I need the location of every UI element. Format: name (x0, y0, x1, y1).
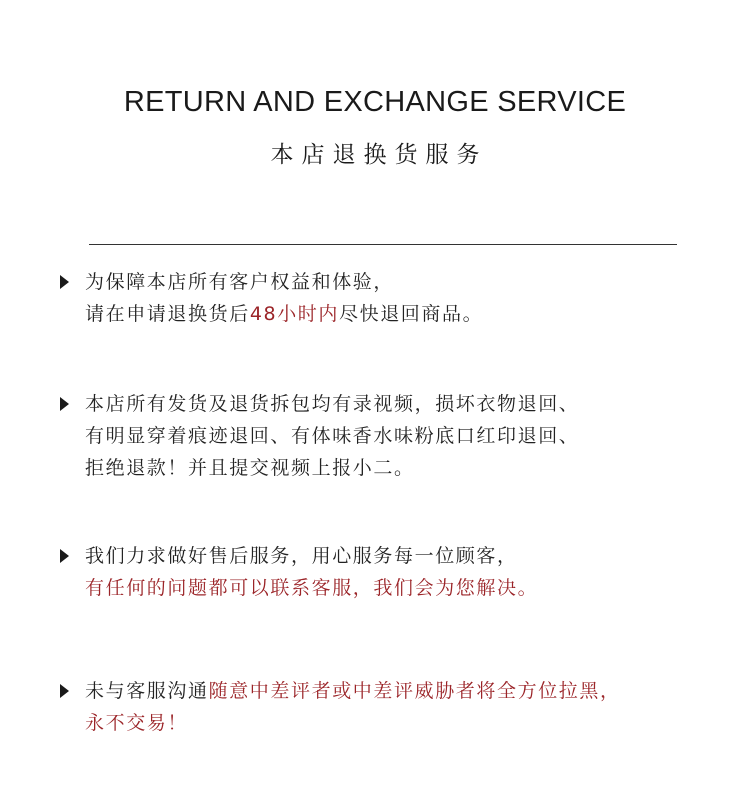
notice-line: 我们力求做好售后服务，用心服务每一位顾客， (85, 545, 518, 567)
triangle-right-icon (60, 684, 69, 698)
notice-text-segment: 未与客服沟通 (85, 680, 209, 702)
notice-item-2 (60, 388, 710, 484)
highlight-text: 永不交易！ (85, 712, 189, 734)
page-header (0, 84, 750, 170)
page-title-cn: 本店退换货服务 (270, 142, 488, 168)
notice-text (85, 675, 710, 739)
triangle-right-icon (60, 397, 69, 411)
page-title-en: RETURN AND EXCHANGE SERVICE (123, 86, 627, 118)
notice-line (85, 298, 710, 330)
notice-item-1 (60, 266, 710, 330)
notice-text (85, 266, 710, 330)
triangle-right-icon (60, 549, 69, 563)
header-divider (89, 244, 677, 245)
highlight-text: 48小时内 (249, 303, 339, 325)
highlight-text: 有任何的问题都可以联系客服，我们会为您解决。 (85, 577, 539, 599)
notice-text (85, 540, 710, 604)
highlight-text: 随意中差评者或中差评威胁者将全方位拉黑， (208, 680, 621, 702)
notice-line: 有明显穿着痕迹退回、有体味香水味粉底口红印退回、 (85, 425, 580, 447)
notice-line (85, 675, 710, 707)
notice-item-3 (60, 540, 710, 604)
triangle-right-icon (60, 275, 69, 289)
notice-text (85, 388, 710, 484)
notice-text-segment: 尽快退回商品。 (339, 303, 484, 325)
notice-text-segment: 请在申请退换货后 (85, 303, 250, 325)
notice-item-4 (60, 675, 710, 739)
notice-line: 为保障本店所有客户权益和体验， (85, 271, 395, 293)
notice-line: 本店所有发货及退货拆包均有录视频，损坏衣物退回、 (85, 393, 580, 415)
notice-line: 拒绝退款！并且提交视频上报小二。 (85, 457, 415, 479)
